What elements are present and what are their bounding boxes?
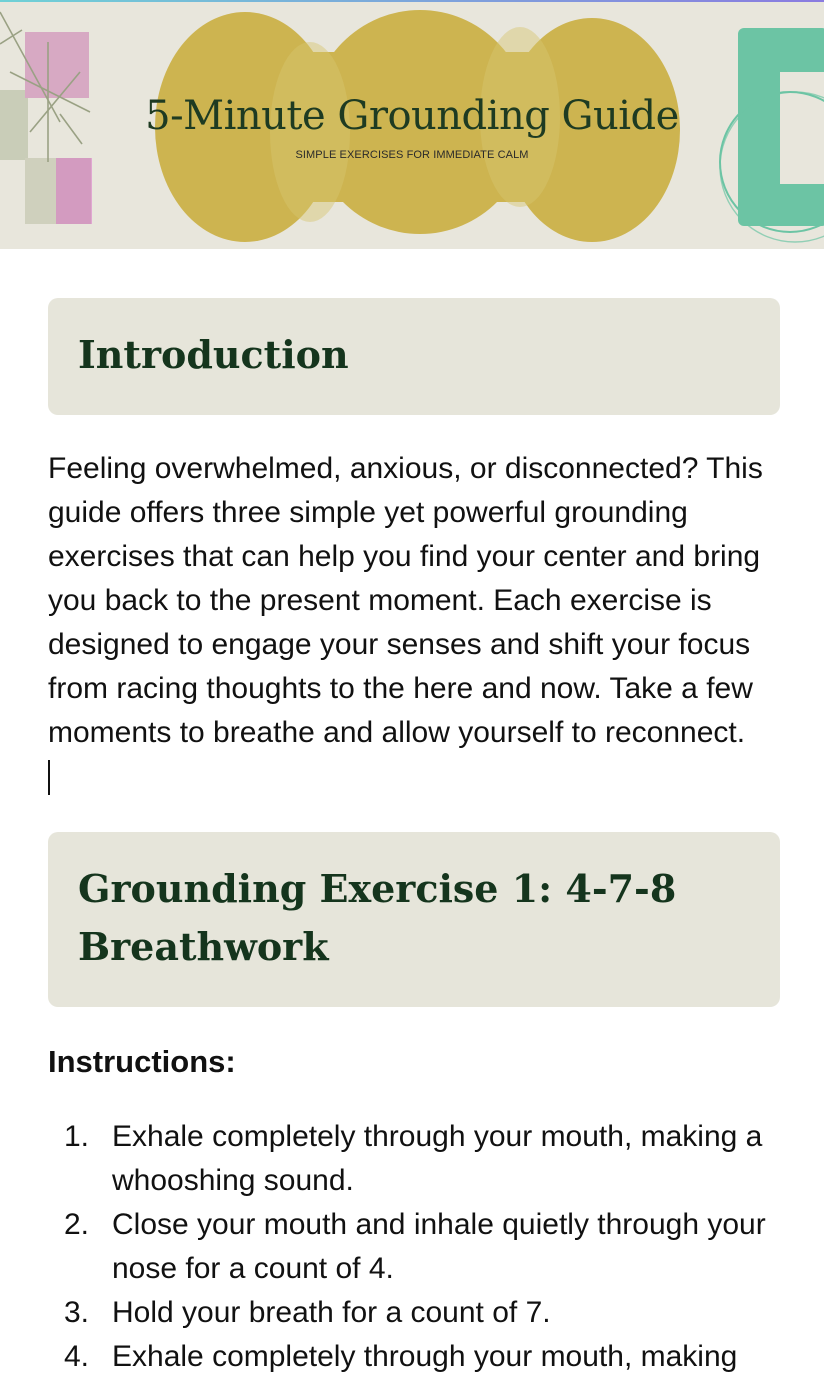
list-item <box>48 1291 788 1335</box>
list-item-text: Close your mouth and inhale quietly through your nose for a count of 4. <box>112 1208 766 1285</box>
list-item <box>48 1115 788 1203</box>
list-item-number: 3. <box>64 1296 90 1329</box>
left-bottom-magenta <box>56 158 92 224</box>
instructions-list <box>48 1115 788 1379</box>
header-banner <box>0 2 824 249</box>
exercise1-heading-box <box>48 832 780 1007</box>
introduction-heading: Introduction <box>78 332 349 377</box>
list-item <box>48 1203 788 1291</box>
guide-title: 5-Minute Grounding Guide <box>145 93 679 139</box>
guide-subtitle: SIMPLE EXERCISES FOR IMMEDIATE CALM <box>295 149 529 161</box>
list-item-text: Hold your breath for a count of 7. <box>112 1296 551 1329</box>
list-item <box>48 1335 788 1379</box>
list-item-text: Exhale completely through your mouth, making <box>112 1340 738 1373</box>
introduction-paragraph[interactable]: Feeling overwhelmed, anxious, or disconnected? This guide offers three simple yet powerful grounding exercises that can help you find your center and bring you back to the present moment. Each exercise is designed to engage your senses and shift your focus from racing thoughts to the here and now. Take a few moments to breathe and allow yourself to reconnect. <box>48 452 763 749</box>
text-cursor <box>48 760 50 795</box>
list-item-text: Exhale completely through your mouth, making a whooshing sound. <box>112 1120 763 1197</box>
exercise1-heading: Grounding Exercise 1: 4-7-8 Breathwork <box>78 866 677 969</box>
list-item-number: 1. <box>64 1120 90 1153</box>
list-item-number: 2. <box>64 1208 90 1241</box>
list-item-number: 4. <box>64 1340 90 1373</box>
instructions-label: Instructions: <box>48 1044 236 1079</box>
left-top-magenta <box>25 32 89 98</box>
introduction-heading-box <box>48 298 780 415</box>
